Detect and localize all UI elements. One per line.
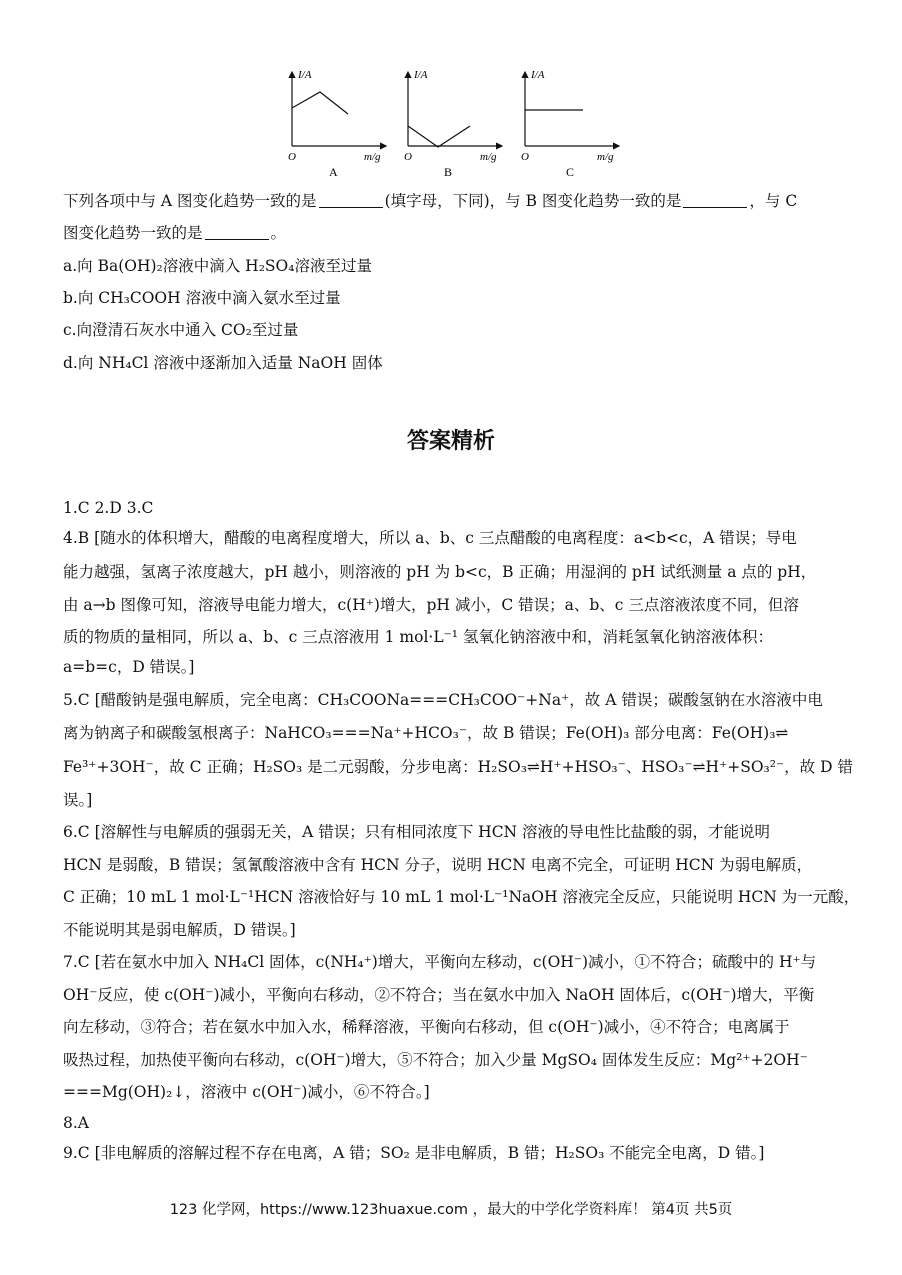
graph-c-letter: C xyxy=(566,165,575,179)
graph-b-origin: O xyxy=(404,151,412,163)
question-text-part: 图变化趋势一致的是 xyxy=(63,224,203,242)
answer-line: 4.B [随水的体积增大，醋酸的电离程度增大，所以 a、b、c 三点醋酸的电离程度：a<b<c，A 错误；导电 xyxy=(63,529,797,547)
answer-blank-c[interactable] xyxy=(205,225,269,240)
graph-b-y-label: I/A xyxy=(414,69,428,81)
page-footer: 123 化学网，https://www.123huaxue.com ，最大的中学化学资料库！ 第4页 共5页 xyxy=(169,1202,733,1218)
answer-line: 6.C [溶解性与电解质的强弱无关，A 错误；只有相同浓度下 HCN 溶液的导电性比盐酸的弱，才能说明 xyxy=(63,823,771,841)
answer-line: 由 a→b 图像可知，溶液导电能力增大，c(H⁺)增大，pH 减小，C 错误；a、b、c 三点溶液浓度不同，但溶 xyxy=(63,596,799,614)
graph-a-curve xyxy=(292,92,348,114)
question-text-part: 下列各项中与 A 图变化趋势一致的是 xyxy=(63,192,317,210)
graph-a xyxy=(288,69,386,179)
question-text-part: ，与 C xyxy=(749,192,798,210)
graph-a-x-label: m/g xyxy=(364,151,381,163)
answer-line: C 正确；10 mL 1 mol·L⁻¹HCN 溶液恰好与 10 mL 1 mol·L⁻¹NaOH 溶液完全反应，只能说明 HCN 为一元酸， xyxy=(63,888,860,906)
graph-a-y-label: I/A xyxy=(298,69,312,81)
answer-line: OH⁻反应，使 c(OH⁻)减小，平衡向右移动，②不符合；当在氨水中加入 NaOH 固体后，c(OH⁻)增大，平衡 xyxy=(63,986,815,1004)
graphs-svg xyxy=(280,62,630,187)
answer-line: Fe³⁺+3OH⁻，故 C 正确；H₂SO₃ 是二元弱酸，分步电离：H₂SO₃⇌H⁺+HSO₃⁻、HSO₃⁻⇌H⁺+SO₃²⁻，故 D 错 xyxy=(63,758,853,776)
graph-c-x-label: m/g xyxy=(597,151,614,163)
answer-line: 不能说明其是弱电解质，D 错误。] xyxy=(63,921,296,939)
graph-c xyxy=(521,69,619,179)
option-b: b.向 CH₃COOH 溶液中滴入氨水至过量 xyxy=(63,289,341,307)
question-text-part: 。 xyxy=(270,224,287,242)
graph-b-x-label: m/g xyxy=(480,151,497,163)
answer-line: 7.C [若在氨水中加入 NH₄Cl 固体，c(NH₄⁺)增大，平衡向左移动，c(OH⁻)减小，①不符合；硫酸中的 H⁺与 xyxy=(63,953,817,971)
graph-b-letter: B xyxy=(444,165,453,179)
graphs-figure xyxy=(280,62,630,187)
answer-line: a=b=c，D 错误。] xyxy=(63,658,195,676)
graph-a-letter: A xyxy=(329,165,338,179)
question-line-2 xyxy=(63,223,843,243)
answer-line: HCN 是弱酸，B 错误；氢氰酸溶液中含有 HCN 分子，说明 HCN 电离不完全，可证明 HCN 为弱电解质， xyxy=(63,856,813,874)
answer-line: 5.C [醋酸钠是强电解质，完全电离：CH₃COONa===CH₃COO⁻+Na⁺，故 A 错误；碳酸氢钠在水溶液中电 xyxy=(63,691,823,709)
graph-c-origin: O xyxy=(521,151,529,163)
option-d: d.向 NH₄Cl 溶液中逐渐加入适量 NaOH 固体 xyxy=(63,354,383,372)
graph-b-curve xyxy=(408,126,470,147)
answer-line: 能力越强，氢离子浓度越大，pH 越小，则溶液的 pH 为 b<c，B 正确；用湿润的 pH 试纸测量 a 点的 pH， xyxy=(63,563,817,581)
graph-a-origin: O xyxy=(288,151,296,163)
answer-line: 向左移动，③符合；若在氨水中加入水，稀释溶液，平衡向右移动，但 c(OH⁻)减小，④不符合；电离属于 xyxy=(63,1018,790,1036)
answer-line: 8.A xyxy=(63,1114,89,1132)
answers-heading: 答案精析 xyxy=(406,429,495,454)
option-c: c.向澄清石灰水中通入 CO₂至过量 xyxy=(63,321,299,339)
option-a: a.向 Ba(OH)₂溶液中滴入 H₂SO₄溶液至过量 xyxy=(63,257,372,275)
answer-line: 质的物质的量相同，所以 a、b、c 三点溶液用 1 mol·L⁻¹ 氢氧化钠溶液中和，消耗氢氧化钠溶液体积： xyxy=(63,628,773,646)
graph-c-y-label: I/A xyxy=(531,69,545,81)
answer-line: 离为钠离子和碳酸氢根离子：NaHCO₃===Na⁺+HCO₃⁻，故 B 错误；Fe(OH)₃ 部分电离：Fe(OH)₃⇌ xyxy=(63,724,789,742)
answer-blank-b[interactable] xyxy=(683,193,747,208)
answer-line: 吸热过程，加热使平衡向右移动，c(OH⁻)增大，⑤不符合；加入少量 MgSO₄ 固体发生反应：Mg²⁺+2OH⁻ xyxy=(63,1051,808,1069)
answer-line: 误。] xyxy=(63,791,93,809)
answer-blank-a[interactable] xyxy=(319,193,383,208)
graph-b xyxy=(404,69,502,179)
answer-line: 1.C 2.D 3.C xyxy=(63,499,154,517)
answer-line: 9.C [非电解质的溶解过程不存在电离，A 错；SO₂ 是非电解质，B 错；H₂SO₃ 不能完全电离，D 错。] xyxy=(63,1144,765,1162)
question-line-1 xyxy=(63,191,843,211)
question-text-part: (填字母，下同)，与 B 图变化趋势一致的是 xyxy=(384,192,682,210)
answer-line: ===Mg(OH)₂↓，溶液中 c(OH⁻)减小，⑥不符合。] xyxy=(63,1083,430,1101)
